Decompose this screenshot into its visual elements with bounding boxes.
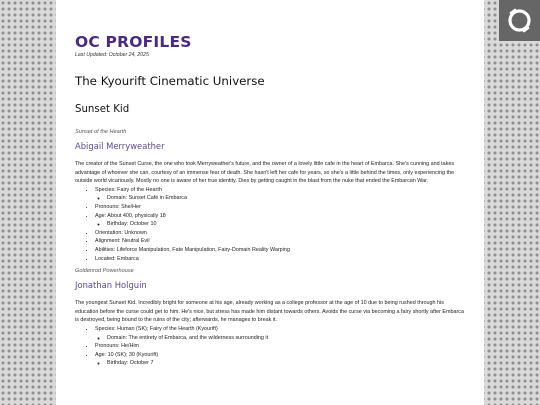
circle-logo-icon[interactable] [499,0,540,41]
site-title[interactable]: OC PROFILES [75,33,192,51]
detail-orientation: • Orientation: Unknown [95,229,465,238]
page-title: The Kyourift Cinematic Universe [75,74,265,88]
detail-pronouns: • Pronouns: She/Her [95,203,465,212]
detail-species: • Species: Human (SK); Fairy of the Hearth (Kyourift) ◦ Domain: The entirety of Embarca, and the wilderness surrounding it [95,325,465,342]
detail-birthday: ◦ Birthday: October 7 [107,359,465,368]
character-name: Jonathan Holguin [75,280,147,291]
character-details [75,325,465,368]
character-name: Abigail Merryweather [75,141,165,151]
character-description: The youngest Sunset Kid. Incredibly bright for someone at his age, already working as a college professor at the age of 10 due to being rushed through his education before the curse could get to him. He's nice, but stress has made him distant towards others. Avoids the curse via becoming a fairy shortly after Embarca is destroyed, being bound to the ruins of the city; afterwards, he manages to break it. [75,300,464,324]
detail-alignment: • Alignment: Neutral Evil [95,237,465,246]
detail-domain: ◦ Domain: Sunset Café in Embarca [107,194,465,203]
detail-pronouns: • Pronouns: He/Him [95,342,465,351]
character-epithet: Goldenrod Powerhouse [75,268,134,275]
detail-birthday: ◦ Birthday: October 10 [107,220,465,229]
detail-species: • Species: Fairy of the Hearth ◦ Domain: Sunset Café in Embarca [95,186,465,203]
page-content [56,0,484,405]
detail-age: • Age: 10 (SK); 30 (Kyourift) ◦ Birthday: October 7 [95,351,465,368]
section-title: Sunset Kid [75,104,130,115]
detail-abilities: • Abilities: Lifeforce Manipulation, Fate Manipulation, Fairy-Domain Reality Warping [95,246,465,255]
character-description: The creator of the Sunset Curse, the one who took Merryweather's future, and the owner of a lovely little cafe in the heart of Embarca. She's cunning and takes advantage of whoever she can, courtesy of an immense fear of death. She hasn't left her cafe for years, so she's a little behind the times, only experiencing the outside world vicariously. Mostly no one is aware of her true identity. Dies by getting caught in the blast from the nuke that ended the Embarcan War. [75,161,455,185]
character-details [75,186,465,263]
detail-age: • Age: About 400, physically 18 ◦ Birthday: October 10 [95,212,465,229]
detail-domain: ◦ Domain: The entirety of Embarca, and the wilderness surrounding it [107,334,465,343]
character-epithet: Sunset of the Hearth [75,129,127,135]
ring-icon [506,7,533,34]
detail-located: • Located: Embarca [95,255,465,264]
last-updated: Last Updated: October 24, 2025 [75,52,149,58]
